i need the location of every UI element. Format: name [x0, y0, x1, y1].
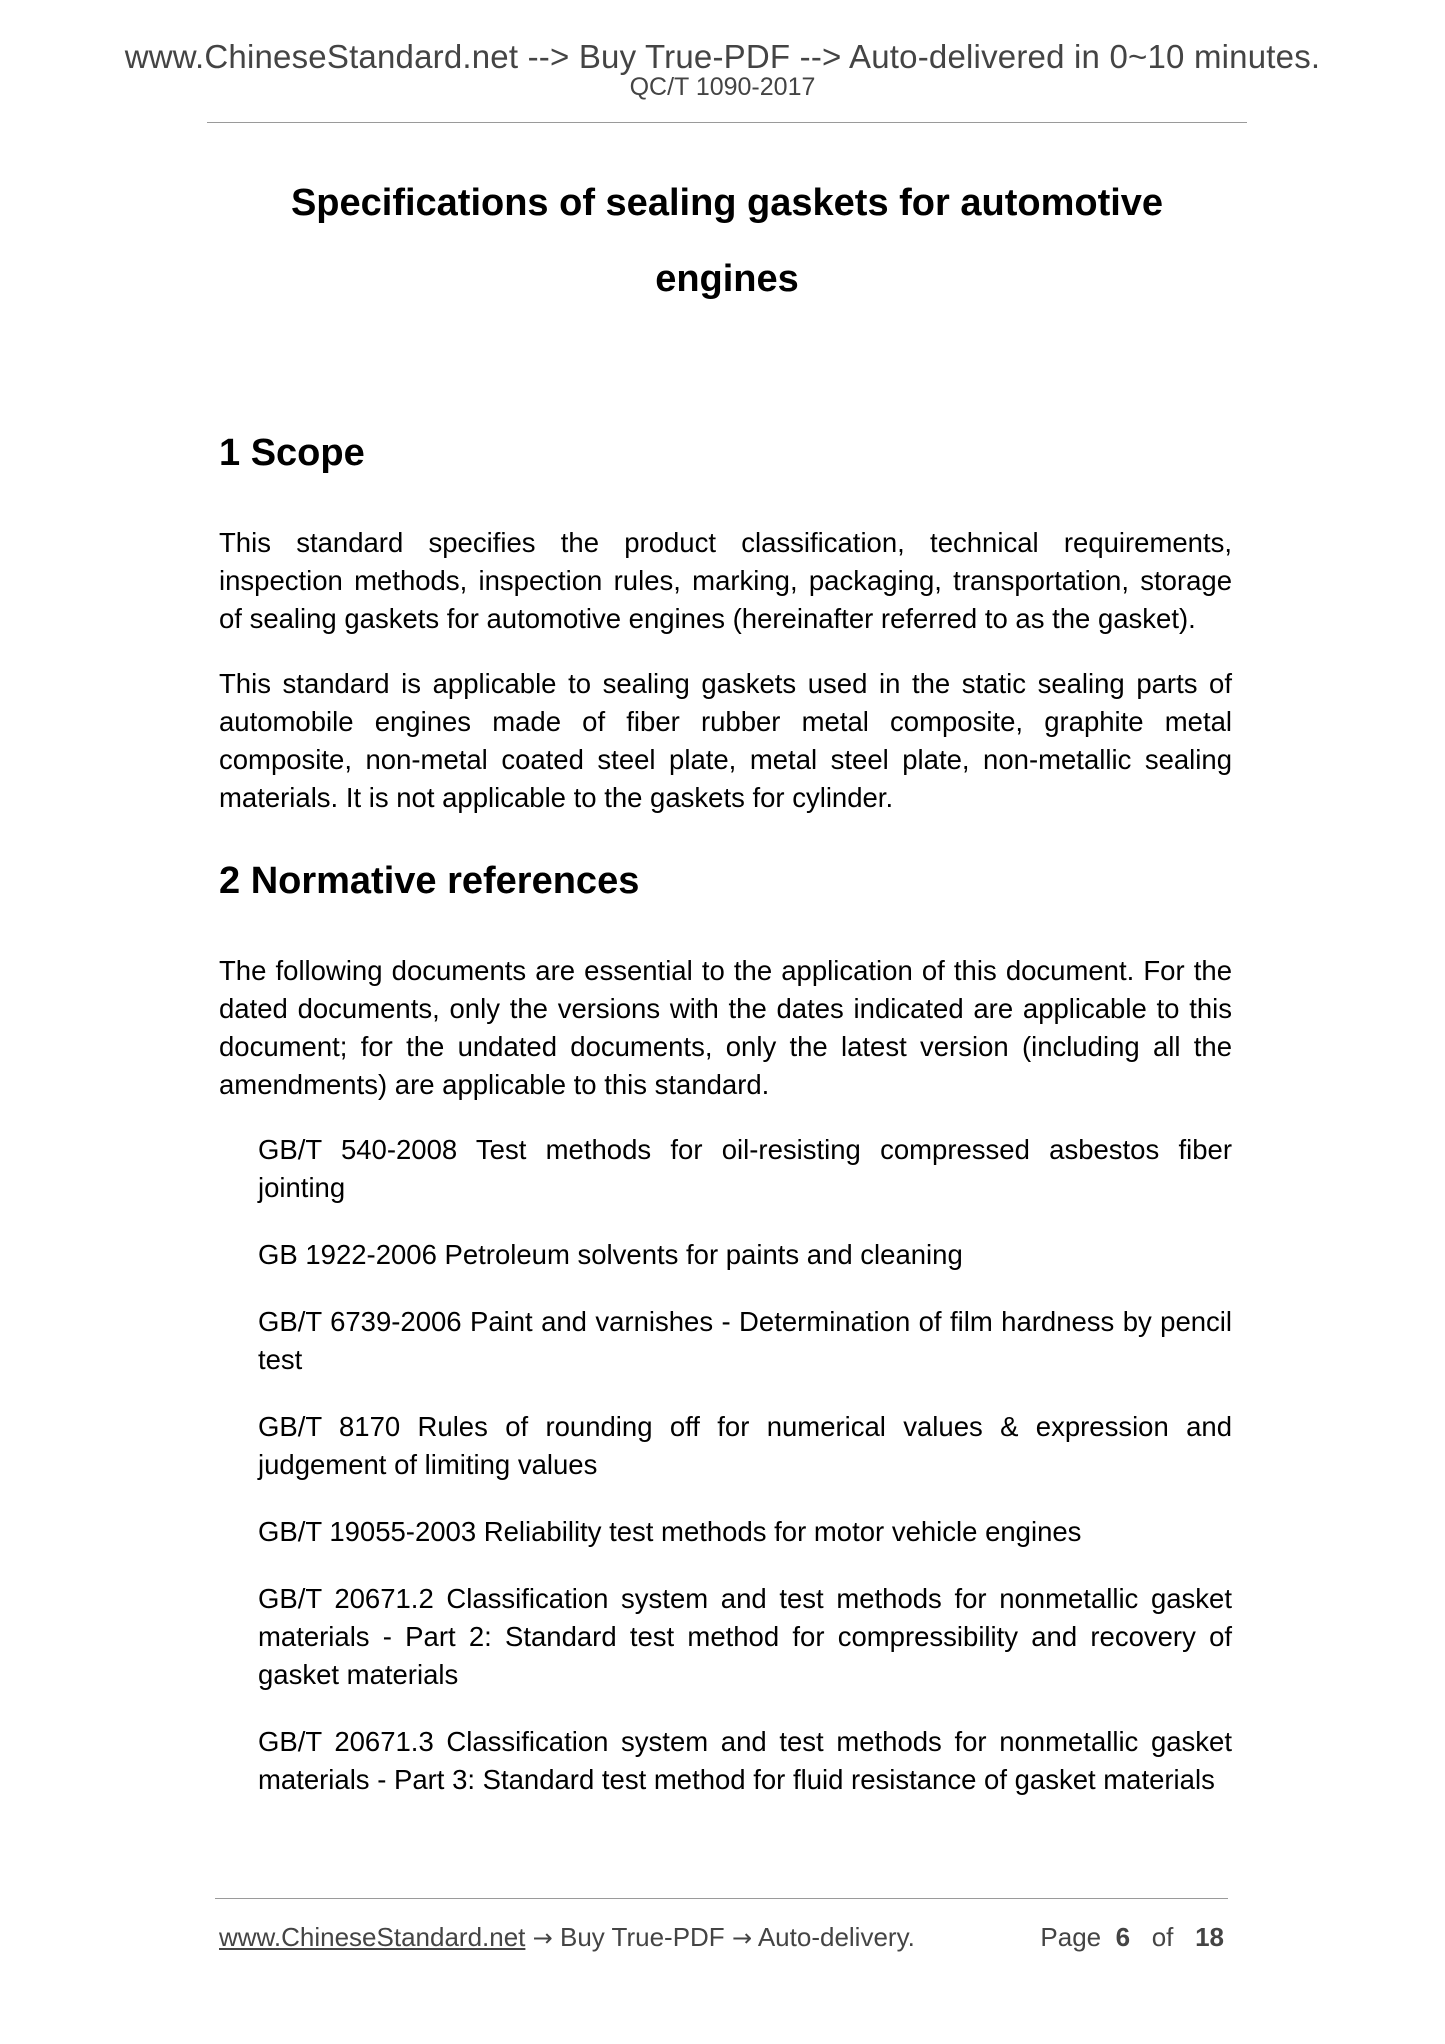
normative-references-intro: The following documents are essential to the application of this document. For the dated documents, only the versions with the dates indicated are applicable to this document; for the undated documents, only the latest version (including all the amendments) are applicable to this standard. [219, 955, 1232, 1100]
footer-delivery-text: Auto-delivery. [757, 1922, 915, 1952]
page-indicator [1040, 1920, 1224, 1954]
reference-item: GB 1922-2006 Petroleum solvents for paints and cleaning [258, 1239, 963, 1270]
reference-item: GB/T 20671.2 Classification system and test methods for nonmetallic gasket materials - Part 2: Standard test method for compressibility and recovery of gasket materials [258, 1583, 1232, 1690]
document-title [207, 165, 1247, 317]
footer-buy-text: Buy True-PDF [559, 1922, 725, 1952]
site-banner: www.ChineseStandard.net --> Buy True-PDF --> Auto-delivered in 0~10 minutes. [124, 38, 1321, 75]
header-divider [207, 122, 1247, 123]
page-label: Page [1040, 1922, 1102, 1952]
page-total: 18 [1195, 1922, 1224, 1952]
page-of-label: of [1151, 1922, 1174, 1952]
page-current: 6 [1115, 1922, 1131, 1952]
section-heading-normative-references: 2 Normative references [219, 860, 640, 902]
section-heading-scope: 1 Scope [219, 432, 365, 474]
arrow-right-icon: → [731, 1924, 753, 1952]
reference-item: GB/T 6739-2006 Paint and varnishes - Determination of film hardness by pencil test [258, 1306, 1232, 1375]
document-title-line-1: Specifications of sealing gaskets for automotive [290, 182, 1164, 224]
reference-item: GB/T 19055-2003 Reliability test methods for motor vehicle engines [258, 1516, 1082, 1547]
reference-item: GB/T 20671.3 Classification system and test methods for nonmetallic gasket materials - Part 3: Standard test method for fluid resistance of gasket materials [258, 1726, 1232, 1795]
document-title-line-2: engines [655, 258, 799, 300]
reference-item: GB/T 540-2008 Test methods for oil-resisting compressed asbestos fiber jointing [258, 1134, 1232, 1203]
reference-item: GB/T 8170 Rules of rounding off for numerical values & expression and judgement of limiting values [258, 1411, 1232, 1480]
footer-site-link[interactable]: www.ChineseStandard.net [219, 1922, 526, 1952]
document-body [219, 425, 1232, 1828]
scope-paragraph: This standard is applicable to sealing gaskets used in the static sealing parts of automobile engines made of fiber rubber metal composite, graphite metal composite, non-metal coated steel plate, metal steel plate, non-metallic sealing materials. It is not applicable to the gaskets for cylinder. [219, 668, 1232, 813]
scope-paragraph: This standard specifies the product classification, technical requirements, inspection methods, inspection rules, marking, packaging, transportation, storage of sealing gaskets for automotive engines (hereinafter referred to as the gasket). [219, 527, 1232, 634]
footer-promo [219, 1920, 915, 1955]
reference-list [219, 1131, 1232, 1799]
standard-code: QC/T 1090-2017 [629, 73, 816, 101]
arrow-right-icon: → [532, 1924, 553, 1952]
footer-divider [215, 1898, 1228, 1899]
